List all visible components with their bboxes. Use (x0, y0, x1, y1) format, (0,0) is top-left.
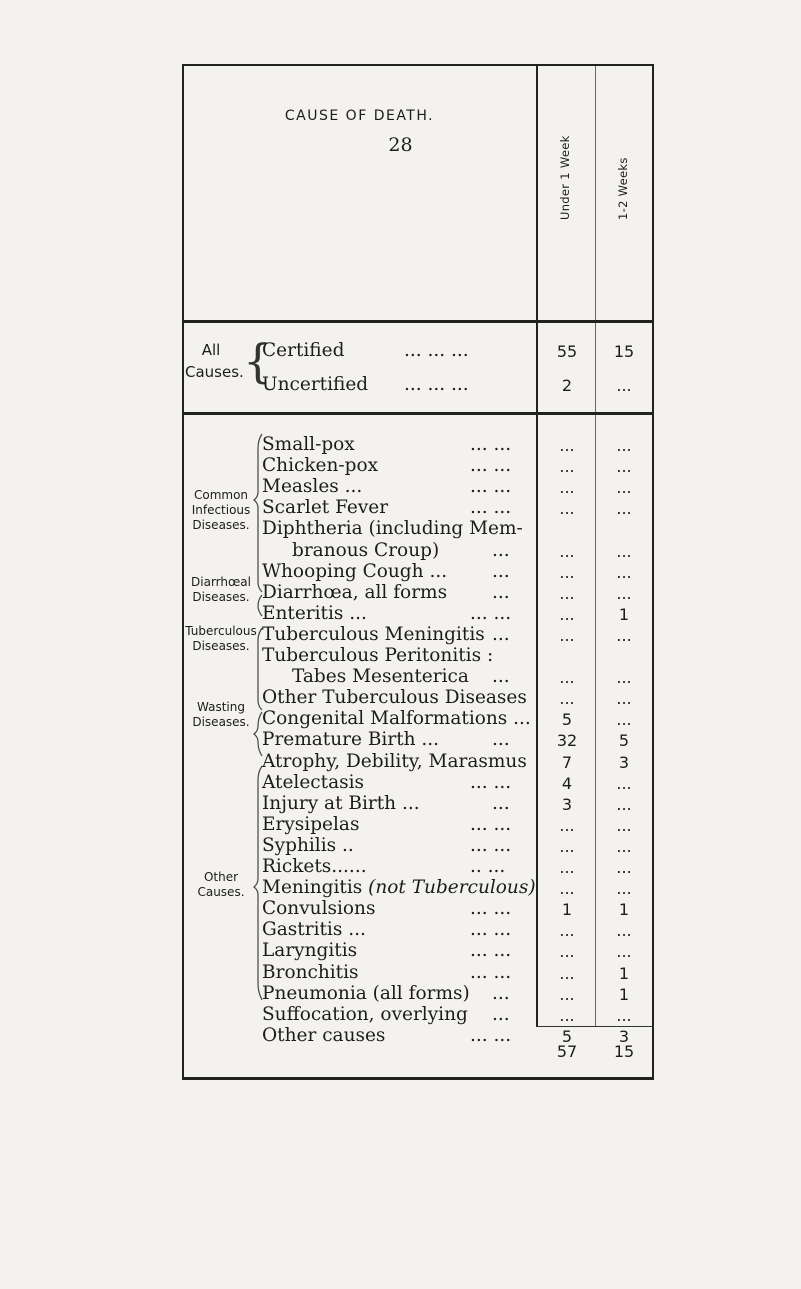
value-1-2-weeks: 1 (618, 900, 630, 920)
leader-dots: ... (492, 581, 510, 603)
all-causes-uncertified: Uncertified ... ... ... (262, 374, 469, 395)
group-label-diarrhoeal: Diarrhœal Diseases. (191, 575, 251, 604)
value-1-2-weeks: ... (616, 858, 632, 877)
cause-label: Syphilis .. (262, 834, 354, 856)
cause-row (262, 771, 512, 794)
cause-row (262, 940, 512, 962)
cause-row (262, 645, 493, 667)
value-under-1-week: 3 (561, 794, 573, 814)
value-under-1-week: ... (559, 858, 575, 877)
total-under-1-week: 57 (556, 1042, 578, 1061)
leader-dots: ... (492, 729, 510, 751)
header-rule (182, 320, 654, 323)
certified-under-1-week: 55 (556, 342, 578, 361)
group-label-common-infectious: Common Infectious Diseases. (191, 488, 251, 532)
value-1-2-weeks: ... (616, 668, 632, 688)
value-under-1-week: 5 (561, 1026, 573, 1046)
leader-dots: ... ... (470, 919, 512, 941)
cause-label: Tabes Mesenterica (292, 666, 469, 688)
cause-row (292, 666, 510, 688)
cause-row (262, 877, 536, 899)
value-1-2-weeks: ... (616, 583, 632, 603)
uncertified-1-2-weeks: ... (616, 376, 632, 395)
value-1-2-weeks: ... (616, 436, 632, 455)
col-header-1-2-weeks: 1-2 Weeks (616, 157, 630, 220)
leader-dots: ... ... (470, 898, 512, 920)
leader-dots: ... (492, 666, 510, 688)
cause-label: Scarlet Fever (262, 497, 389, 519)
value-1-2-weeks: ... (616, 478, 632, 498)
value-under-1-week: ... (559, 625, 575, 645)
value-under-1-week: 7 (561, 752, 573, 772)
value-1-2-weeks: ... (616, 794, 632, 814)
cause-row (262, 476, 512, 498)
leader-dots: ... (492, 560, 510, 582)
cause-label: Suffocation, overlying (262, 1003, 468, 1025)
value-1-2-weeks: 3 (618, 752, 630, 772)
leader-dots: ... ... (470, 771, 512, 793)
cause-row (262, 1024, 512, 1047)
cause-of-death-header: CAUSE OF DEATH. (284, 108, 435, 124)
cause-label: Atelectasis (262, 771, 365, 793)
value-under-1-week: ... (559, 668, 575, 688)
value-1-2-weeks: 1 (618, 963, 630, 983)
leader-dots: ... ... (470, 476, 512, 498)
cause-label: Small-pox (262, 434, 355, 455)
value-under-1-week: ... (559, 963, 575, 983)
certified-1-2-weeks: 15 (613, 342, 635, 361)
value-1-2-weeks: ... (616, 773, 632, 793)
group-label-wasting: Wasting Diseases. (192, 700, 250, 729)
value-under-1-week: 32 (556, 731, 578, 751)
value-1-2-weeks: ... (616, 710, 632, 730)
value-1-2-weeks: 1 (618, 604, 630, 624)
value-under-1-week: 4 (561, 773, 573, 793)
all-causes-brace: { (243, 334, 273, 388)
leader-dots: .. ... (470, 856, 506, 877)
cause-row (262, 518, 523, 540)
cause-label: Rickets...... (262, 856, 367, 877)
page-number: 28 (388, 134, 413, 156)
table-top-border (182, 64, 654, 66)
all-causes-label: All Causes. (185, 341, 244, 381)
cause-row (262, 919, 512, 941)
leader-dots: ... ... (470, 813, 512, 835)
cause-label: Chicken-pox (262, 455, 379, 477)
value-1-2-weeks: ... (616, 499, 632, 519)
cause-label: Laryngitis (262, 940, 358, 962)
cause-label: Premature Birth ... (262, 729, 440, 751)
value-1-2-weeks: ... (616, 689, 632, 709)
cause-label: Whooping Cough ... (262, 560, 448, 582)
cause-row (262, 751, 527, 773)
value-1-2-weeks: ... (616, 879, 632, 899)
leader-dots: ... (492, 539, 510, 561)
cause-label: Atrophy, Debility, Marasmus (262, 750, 527, 772)
cause-label: Other causes (262, 1024, 386, 1046)
table-right-border (652, 66, 654, 1078)
cause-row (262, 434, 512, 456)
cause-label: Diarrhœa, all forms (262, 581, 448, 603)
value-under-1-week: ... (559, 457, 575, 477)
leader-dots: ... ... (470, 602, 512, 624)
cause-label: Injury at Birth ... (262, 792, 420, 814)
cause-label: Gastritis ... (262, 919, 366, 941)
leader-dots: ... (492, 792, 510, 814)
value-under-1-week: ... (559, 689, 575, 709)
cause-label: Meningitis (262, 877, 369, 899)
value-under-1-week: 5 (561, 710, 573, 730)
value-under-1-week: 1 (561, 900, 573, 920)
cause-label-italic: (not Tuberculous) (368, 877, 536, 899)
cause-label: branous Croup) (292, 539, 440, 561)
cause-row (262, 581, 510, 604)
cause-label: Tuberculous Peritonitis : (262, 645, 494, 666)
value-under-1-week: ... (559, 562, 575, 582)
leader-dots: ... (492, 623, 510, 645)
leader-dots: ... ... (470, 961, 512, 983)
cause-label: Enteritis ... (262, 602, 367, 624)
leader-dots: ... ... (470, 940, 512, 962)
value-1-2-weeks: 5 (618, 731, 630, 751)
cause-label: Convulsions (262, 898, 376, 920)
value-under-1-week: ... (559, 815, 575, 835)
cause-row (262, 813, 512, 836)
value-1-2-weeks: 1 (618, 984, 630, 1004)
table-bottom-border (182, 1077, 654, 1080)
cause-row (262, 560, 510, 583)
table-col-divider-2 (595, 66, 596, 1026)
cause-row (262, 982, 510, 1005)
value-1-2-weeks: 3 (618, 1026, 630, 1046)
col-header-under-1-week: Under 1 Week (558, 135, 572, 220)
value-under-1-week: ... (559, 583, 575, 603)
value-under-1-week: ... (559, 436, 575, 455)
value-1-2-weeks: ... (616, 921, 632, 941)
group-label-tuberculous: Tuberculous Diseases. (185, 624, 257, 653)
cause-row (262, 687, 527, 709)
leader-dots: ... ... (470, 1024, 512, 1046)
value-1-2-weeks: ... (616, 836, 632, 856)
value-under-1-week: ... (559, 879, 575, 899)
value-under-1-week: ... (559, 984, 575, 1004)
value-under-1-week: ... (559, 541, 575, 561)
value-1-2-weeks: ... (616, 625, 632, 645)
cause-row (262, 961, 512, 984)
value-under-1-week: ... (559, 499, 575, 519)
value-under-1-week: ... (559, 836, 575, 856)
value-1-2-weeks: ... (616, 562, 632, 582)
value-under-1-week: ... (559, 942, 575, 962)
leader-dots: ... ... (470, 497, 512, 519)
value-1-2-weeks: ... (616, 942, 632, 962)
cause-label: Tuberculous Meningitis (262, 623, 485, 645)
cause-row (262, 497, 512, 519)
cause-label: Bronchitis (262, 961, 359, 983)
table-col-divider-1 (536, 66, 538, 1026)
cause-row (262, 1003, 510, 1026)
total-1-2-weeks: 15 (613, 1042, 635, 1061)
value-under-1-week: ... (559, 604, 575, 624)
leader-dots: ... ... (470, 434, 512, 455)
cause-label: Pneumonia (all forms) (262, 982, 470, 1004)
cause-label: Erysipelas (262, 813, 360, 835)
cause-row (262, 708, 531, 730)
value-under-1-week: ... (559, 1005, 575, 1025)
cause-row (262, 834, 512, 857)
cause-row (262, 792, 510, 815)
uncertified-under-1-week: 2 (561, 376, 573, 395)
leader-dots: ... (492, 1003, 510, 1025)
value-under-1-week: ... (559, 921, 575, 941)
cause-label: Congenital Malformations ... (262, 708, 531, 730)
cause-row (262, 856, 506, 878)
cause-label: Other Tuberculous Diseases (262, 687, 527, 709)
all-causes-certified: Certified ... ... ... (262, 340, 469, 361)
cause-row (262, 602, 512, 625)
leader-dots: ... ... (470, 834, 512, 856)
leader-dots: ... ... (470, 455, 512, 477)
cause-row (262, 729, 510, 751)
value-1-2-weeks: ... (616, 1005, 632, 1025)
value-1-2-weeks: ... (616, 457, 632, 477)
all-causes-rule (182, 412, 654, 415)
group-label-other-causes: Other Causes. (197, 870, 245, 899)
table-left-border (182, 66, 184, 1078)
cause-label: Measles ... (262, 476, 363, 498)
cause-row (262, 898, 512, 920)
cause-row (262, 623, 510, 646)
cause-row (292, 539, 510, 562)
value-under-1-week: ... (559, 478, 575, 498)
cause-row (262, 455, 512, 477)
leader-dots: ... (492, 982, 510, 1004)
value-1-2-weeks: ... (616, 815, 632, 835)
value-1-2-weeks: ... (616, 541, 632, 561)
cause-label: Diphtheria (including Mem- (262, 518, 523, 540)
